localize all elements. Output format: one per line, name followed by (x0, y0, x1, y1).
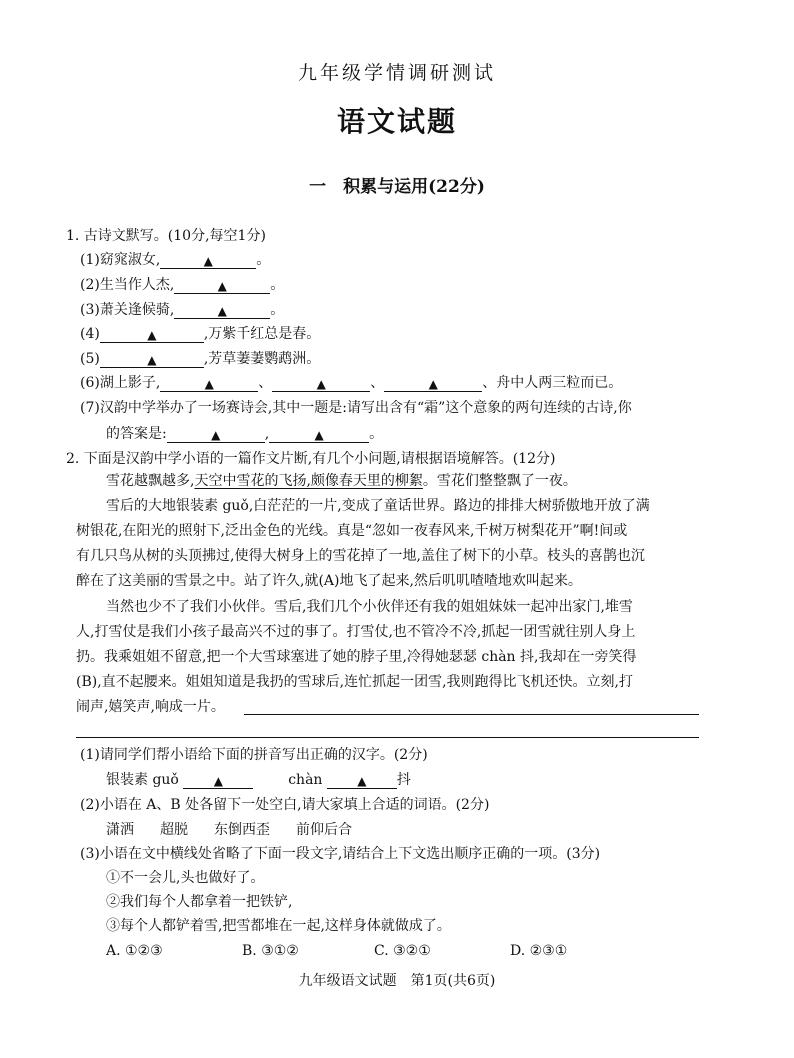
answer-blank[interactable] (100, 326, 204, 343)
answer-blank[interactable] (269, 426, 369, 443)
passage-paragraph-1 (106, 472, 577, 490)
answer-blank[interactable] (327, 772, 397, 789)
pinyin-suffix: 抖 (396, 772, 411, 788)
passage-text: 雪花越飘越多, (106, 473, 195, 489)
separator: 、 (258, 375, 273, 391)
q1-item-1 (80, 251, 270, 269)
question-1-stem: 1. 古诗文默写。(10分,每空1分) (66, 228, 266, 244)
triangle-mark-icon: ▲ (428, 377, 438, 391)
triangle-mark-icon: ▲ (147, 353, 157, 367)
triangle-mark-icon: ▲ (357, 774, 367, 788)
passage-line: 有几只鸟从树的头顶拂过,使得大树身上的雪花掉了一地,盖住了树下的小草。枝头的喜鹊也沉 (76, 548, 645, 564)
answer-blank[interactable] (160, 252, 256, 269)
q1-item-prefix: 的答案是: (106, 426, 167, 442)
q1-item-suffix: 。 (270, 277, 285, 293)
q1-item-6 (80, 374, 622, 392)
q1-item-suffix: 。 (369, 426, 384, 442)
q1-item-7-line-2 (106, 425, 383, 443)
q1-item-suffix: 。 (270, 302, 285, 318)
triangle-mark-icon: ▲ (203, 254, 213, 268)
word-choice: 前仰后合 (296, 822, 352, 838)
q1-item-suffix: ,万紫千红总是春。 (203, 326, 321, 342)
q1-item-prefix: (2)生当作人杰, (80, 277, 175, 293)
ordered-sentence: ②我们每个人都拿着一把铁铲, (106, 894, 293, 910)
q1-item-2 (80, 276, 284, 294)
word-choice: 东倒西歪 (214, 822, 270, 838)
answer-option-d[interactable]: D. ②③① (510, 943, 568, 959)
q1-item-prefix: (6)湖上影子, (80, 375, 161, 391)
q2-sub-1-answers (106, 771, 411, 789)
answer-blank[interactable] (272, 375, 370, 392)
answer-blank[interactable] (174, 277, 270, 294)
ordered-sentence: ①不一会儿,头也做好了。 (106, 870, 265, 886)
passage-text: 。雪花们整整飘了一夜。 (422, 473, 577, 489)
ordered-sentence: ③每个人都铲着雪,把雪都堆在一起,这样身体就做成了。 (106, 918, 451, 934)
page-title: 语文试题 (336, 105, 457, 138)
q1-item-prefix: (4) (80, 326, 100, 342)
q1-item-4 (80, 325, 320, 343)
triangle-mark-icon: ▲ (217, 304, 227, 318)
q2-sub-2: (2)小语在 A、B 处各留下一处空白,请大家填上合适的词语。(2分) (80, 797, 490, 813)
q2-sub-1: (1)请同学们帮小语给下面的拼音写出正确的汉字。(2分) (80, 747, 428, 763)
answer-blank[interactable] (384, 375, 482, 392)
triangle-mark-icon: ▲ (217, 279, 227, 293)
passage-line: 闹声,嬉笑声,响成一片。 (76, 699, 225, 715)
answer-blank[interactable] (183, 772, 253, 789)
q1-item-5 (80, 350, 320, 368)
passage-line: 醉在了这美丽的雪景之中。站了许久,就(A)地飞了起来,然后叽叽喳喳地欢叫起来。 (76, 573, 582, 589)
q2-sub-3: (3)小语在文中横线处省略了下面一段文字,请结合上下文选出顺序正确的一项。(3分) (80, 846, 601, 862)
triangle-mark-icon: ▲ (316, 377, 326, 391)
word-choice: 超脱 (160, 822, 188, 838)
passage-line: (B),直不起腰来。姐姐知道是我扔的雪球后,连忙抓起一团雪,我则跑得比飞机还快。立刻,打 (76, 674, 634, 690)
exam-header: 九年级学情调研测试 (297, 62, 496, 84)
answer-blank[interactable] (100, 351, 204, 368)
q1-item-suffix: 、舟中人两三粒而已。 (482, 375, 623, 391)
section-heading: 一 积累与运用(22分) (309, 177, 485, 197)
q1-item-prefix: (1)窈窕淑女, (80, 252, 161, 268)
pinyin-prompt: chàn (288, 772, 323, 788)
word-choice: 潇洒 (106, 822, 134, 838)
passage-line: 扔。我乘姐姐不留意,把一个大雪球塞进了她的脖子里,冷得她瑟瑟 chàn 抖,我却在一旁笑得 (76, 649, 637, 665)
answer-blank[interactable] (174, 302, 270, 319)
triangle-mark-icon: ▲ (147, 328, 157, 342)
answer-blank[interactable] (160, 375, 258, 392)
triangle-mark-icon: ▲ (211, 428, 221, 442)
passage-line: 人,打雪仗是我们小孩子最高兴不过的事了。打雪仗,也不管冷不冷,抓起一团雪就往别人身上 (76, 624, 636, 640)
answer-blank[interactable] (167, 426, 265, 443)
triangle-mark-icon: ▲ (204, 377, 214, 391)
separator: , (264, 426, 270, 442)
q1-item-prefix: (3)萧关逢候骑, (80, 302, 175, 318)
triangle-mark-icon: ▲ (213, 774, 223, 788)
passage-line: 当然也少不了我们小伙伴。雪后,我们几个小伙伴还有我的姐姐妹妹一起冲出家门,堆雪 (106, 599, 633, 615)
underlined-sentence: 天空中雪花的飞扬,颇像春天里的柳絮 (194, 473, 423, 489)
q1-item-suffix: 。 (256, 252, 271, 268)
q1-item-3 (80, 301, 284, 319)
page-footer: 九年级语文试题 第1页(共6页) (298, 973, 496, 989)
answer-option-a[interactable]: A. ①②③ (106, 943, 163, 959)
question-2-stem: 2. 下面是汉韵中学小语的一篇作文片断,有几个小问题,请根据语境解答。(12分) (66, 451, 556, 467)
word-choice-row (106, 821, 352, 839)
pinyin-prompt: 银装素 guǒ (106, 772, 179, 788)
separator: 、 (370, 375, 385, 391)
omitted-text-line[interactable] (76, 737, 699, 738)
passage-line: 树银花,在阳光的照射下,泛出金色的光线。真是“忽如一夜春风来,千树万树梨花开”啊!间或 (76, 523, 628, 539)
q1-item-suffix: ,芳草萋萋鹦鹉洲。 (203, 351, 321, 367)
answer-option-c[interactable]: C. ③②① (374, 943, 431, 959)
triangle-mark-icon: ▲ (314, 428, 324, 442)
omitted-text-line[interactable] (244, 714, 699, 715)
q1-item-prefix: (5) (80, 351, 100, 367)
passage-line: 雪后的大地银装素 guǒ,白茫茫的一片,变成了童话世界。路边的排排大树骄傲地开放了满 (106, 498, 650, 514)
q1-item-7-line-1: (7)汉韵中学举办了一场赛诗会,其中一题是:请写出含有“霜”这个意象的两句连续的古诗,你 (80, 400, 632, 416)
answer-option-b[interactable]: B. ③①② (242, 943, 299, 959)
